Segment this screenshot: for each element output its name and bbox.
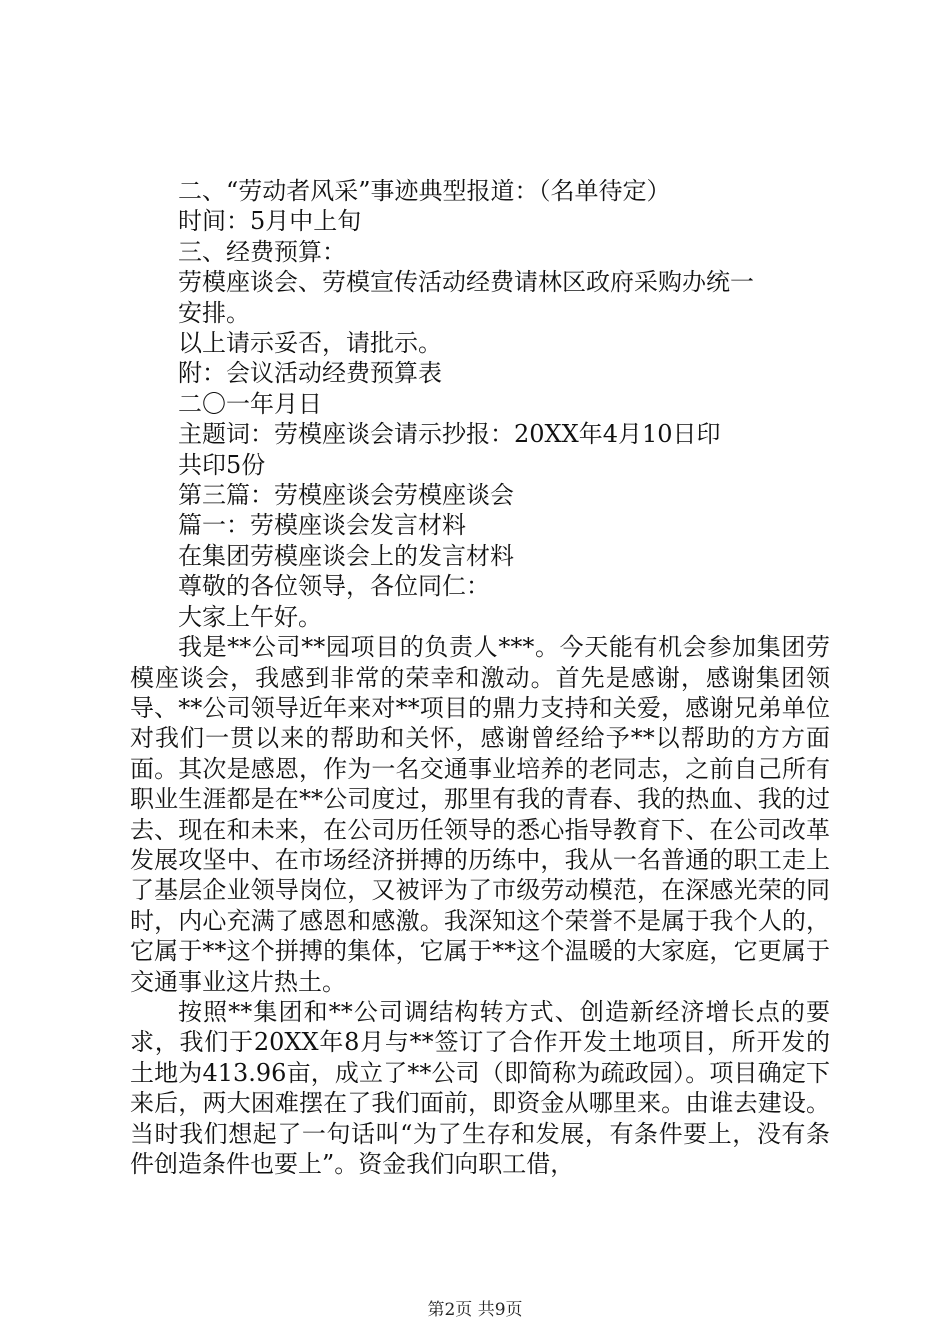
section-heading-3: 三、经费预算：	[178, 237, 346, 266]
part-title: 篇一：劳模座谈会发言材料	[178, 511, 466, 540]
body-paragraph-2: 按照**集团和**公司调结构转方式、创造新经济增长点的要求，我们于20XX年8月与**签订了合作开发土地项目，所开发的土地为413.96亩，成立了**公司（即简称为疏政园）。项目确定下来后，两大困难摆在了我们面前，即资金从哪里来。由谁去建设。当时我们想起了一句话叫“为了生存和发展，有条件要上，没有条件创造条件也要上”。资金我们向职工借，	[130, 997, 830, 1178]
time-line: 时间：5月中上旬	[178, 207, 362, 236]
section-heading-2: 二、“劳动者风采”事迹典型报道：（名单待定）	[178, 177, 671, 205]
copies-line: 共印5份	[178, 450, 266, 479]
budget-line-cont: 安排。	[178, 298, 250, 327]
salutation: 尊敬的各位领导，各位同仁：	[178, 572, 490, 601]
chapter-title: 第三篇：劳模座谈会劳模座谈会	[178, 481, 514, 510]
date-line: 二〇一年月日	[178, 389, 322, 418]
document-body	[130, 176, 830, 1179]
speech-title: 在集团劳模座谈会上的发言材料	[178, 541, 514, 570]
body-paragraph-1: 我是**公司**园项目的负责人***。今天能有机会参加集团劳模座谈会，我感到非常的荣幸和激动。首先是感谢，感谢集团领导、**公司领导近年来对**项目的鼎力支持和关爱，感谢兄弟单位对我们一贯以来的帮助和关怀，感谢曾经给予**以帮助的方方面面。其次是感恩，作为一名交通事业培养的老同志，之前自己所有职业生涯都是在**公司度过，那里有我的青春、我的热血、我的过去、现在和未来，在公司历任领导的悉心指导教育下、在公司改革发展攻坚中、在市场经济拼搏的历练中，我从一名普通的职工走上了基层企业领导岗位，又被评为了市级劳动模范，在深感光荣的同时，内心充满了感恩和感激。我深知这个荣誉不是属于我个人的，它属于**这个拼搏的集体，它属于**这个温暖的大家庭，它更属于交通事业这片热土。	[130, 633, 830, 996]
greeting: 大家上午好。	[178, 602, 322, 631]
attachment-line: 附：会议活动经费预算表	[178, 359, 442, 388]
budget-line: 劳模座谈会、劳模宣传活动经费请林区政府采购办统一	[178, 268, 754, 297]
approval-request: 以上请示妥否，请批示。	[178, 329, 442, 358]
subject-line: 主题词：劳模座谈会请示抄报：20XX年4月10日印	[178, 420, 721, 449]
page-footer: 第2页 共9页	[427, 1300, 523, 1320]
